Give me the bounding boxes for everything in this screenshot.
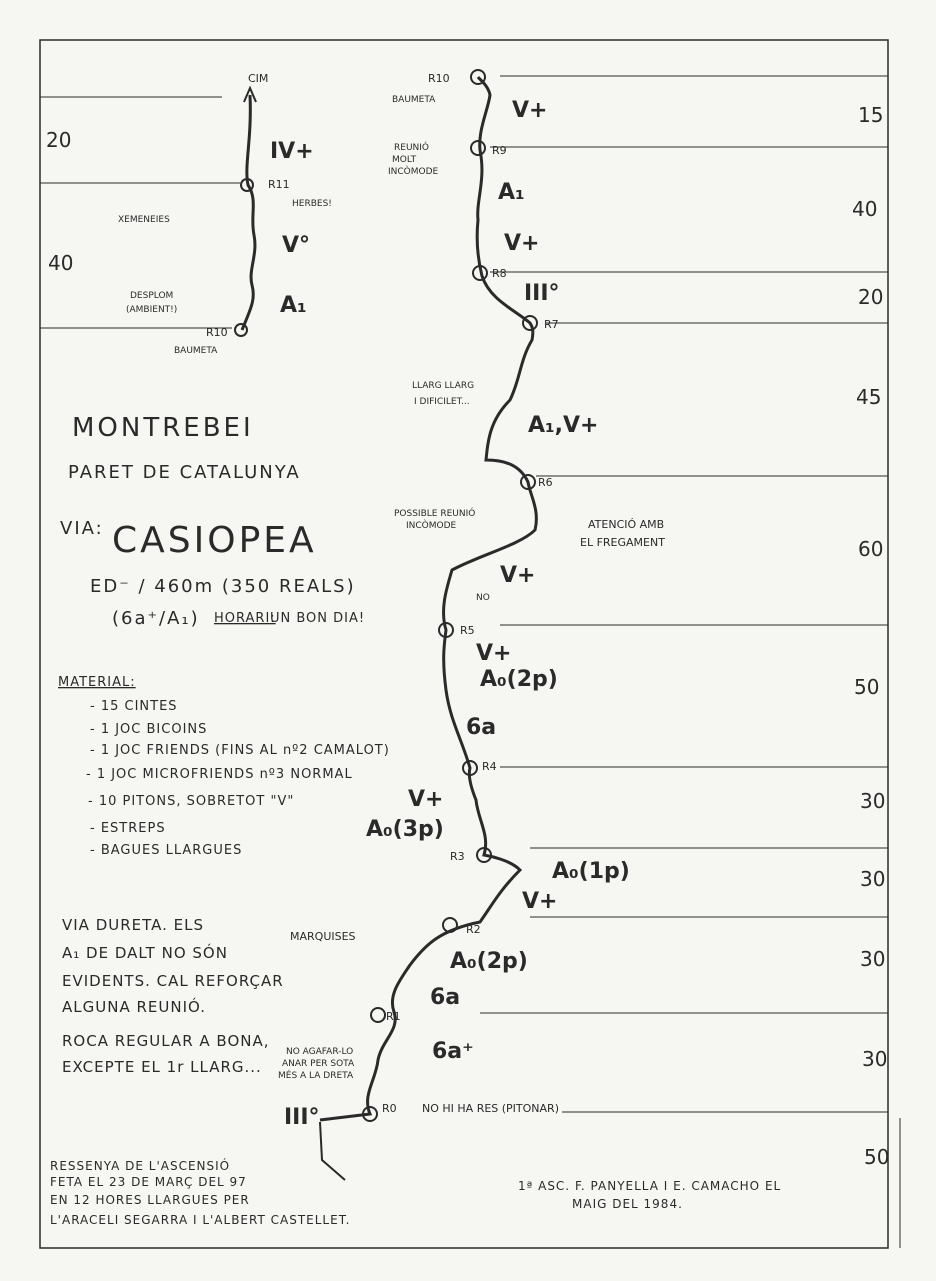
- inset-grade: IV+: [270, 139, 314, 164]
- note-line: ROCA REGULAR A BONA,: [62, 1032, 270, 1050]
- pitch-length: 50: [864, 1145, 890, 1169]
- annotation: NO HI HA RES (PITONAR): [422, 1102, 559, 1115]
- inset-grade: V°: [282, 233, 311, 258]
- annotation: MOLT: [392, 155, 417, 165]
- page-title: MONTREBEI: [72, 413, 254, 443]
- material-item: - 1 JOC MICROFRIENDS nº3 NORMAL: [86, 767, 353, 782]
- horari-label: HORARI:: [214, 611, 276, 626]
- material-item: - ESTREPS: [90, 821, 166, 836]
- inset-topo: [40, 72, 332, 356]
- annotation: NO: [476, 593, 490, 603]
- pitch-grade: 6a: [466, 715, 497, 740]
- belay-label: R4: [482, 760, 497, 773]
- pitch-length: 30: [862, 1047, 888, 1071]
- annotation: DESPLOM: [130, 291, 174, 301]
- inset-grade: A₁: [280, 293, 307, 318]
- pitch-grade: III°: [284, 1105, 320, 1130]
- belay-label: R1: [386, 1010, 401, 1023]
- annotation: ATENCIÓ AMB: [588, 518, 665, 531]
- material-item: - 1 JOC BICOINS: [90, 722, 208, 737]
- annotation: LLARG LLARG: [412, 381, 475, 391]
- pitch-grade: V+: [512, 98, 548, 123]
- approach-line: [320, 1122, 345, 1180]
- pitch-grade: A₀(2p): [480, 667, 558, 692]
- pitch-length: 30: [860, 789, 886, 813]
- first-ascent-line: MAIG DEL 1984.: [572, 1197, 683, 1211]
- pitch-grade: 6a⁺: [432, 1039, 474, 1064]
- belay-label: R6: [538, 476, 553, 489]
- belay-label: R3: [450, 850, 465, 863]
- review-line: EN 12 HORES LLARGUES PER: [50, 1193, 250, 1207]
- pitch-grade: V+: [408, 787, 444, 812]
- material-item: - BAGUES LLARGUES: [90, 843, 243, 858]
- annotation: REUNIÓ: [394, 143, 429, 153]
- pitch-length: 45: [856, 385, 882, 409]
- belay-icon: [371, 1008, 385, 1022]
- annotation: INCÒMODE: [388, 167, 439, 177]
- pitch-length: 30: [860, 867, 886, 891]
- note-line: EXCEPTE EL 1r LLARG...: [62, 1058, 262, 1076]
- pitch-length: 15: [858, 103, 884, 127]
- belay-label: R5: [460, 624, 475, 637]
- inset-route-line: [242, 95, 255, 330]
- review-line: FETA EL 23 DE MARÇ DEL 97: [50, 1175, 247, 1189]
- belay-label: R2: [466, 923, 481, 936]
- pitch-grade: V+: [504, 231, 540, 256]
- pitch-grade: A₀(1p): [552, 859, 630, 884]
- via-prefix: VIA:: [60, 518, 104, 539]
- annotation: BAUMETA: [392, 95, 436, 105]
- pitch-lines: [480, 76, 888, 1112]
- note-line: VIA DURETA. ELS: [62, 916, 205, 934]
- summit-label: CIM: [248, 72, 269, 85]
- pitch-grade: A₀(2p): [450, 949, 528, 974]
- pitch-grade: 6a: [430, 985, 461, 1010]
- page-subtitle: PARET DE CATALUNYA: [68, 462, 301, 483]
- belay-label: R0: [382, 1102, 397, 1115]
- annotation: ANAR PER SOTA: [282, 1059, 355, 1069]
- grade-line: ED⁻ / 460m (350 REALS): [90, 576, 356, 597]
- annotation: BAUMETA: [174, 346, 218, 356]
- annotation: I DIFICILET...: [414, 397, 470, 407]
- pitch-grade: V+: [500, 563, 536, 588]
- material-item: - 10 PITONS, SOBRETOT "V": [88, 794, 295, 809]
- annotation: XEMENEIES: [118, 215, 170, 225]
- annotation: INCÒMODE: [406, 521, 457, 531]
- material-heading: MATERIAL:: [58, 675, 136, 690]
- annotation: HERBES!: [292, 199, 332, 209]
- review-line: L'ARACELI SEGARRA I L'ALBERT CASTELLET.: [50, 1213, 351, 1227]
- pitch-grade: III°: [524, 281, 560, 306]
- belay-icon: [235, 324, 247, 336]
- pitch-length: 30: [860, 947, 886, 971]
- belay-label: R8: [492, 267, 507, 280]
- inset-length: 20: [46, 128, 72, 152]
- note-line: ALGUNA REUNIÓ.: [62, 998, 206, 1016]
- inset-length: 40: [48, 251, 74, 275]
- annotation: (AMBIENT!): [126, 305, 178, 315]
- material-item: - 1 JOC FRIENDS (FINS AL nº2 CAMALOT): [90, 743, 390, 758]
- annotation: MARQUISES: [290, 930, 356, 943]
- pitch-grade: A₁,V+: [528, 413, 599, 438]
- pitch-grade: A₀(3p): [366, 817, 444, 842]
- annotation: NO AGAFAR-LO: [286, 1047, 354, 1057]
- belay-label: R10: [428, 72, 450, 85]
- annotation: POSSIBLE REUNIÓ: [394, 509, 476, 519]
- pitch-length: 60: [858, 537, 884, 561]
- note-line: EVIDENTS. CAL REFORÇAR: [62, 972, 284, 990]
- note-line: A₁ DE DALT NO SÓN: [62, 944, 228, 962]
- first-ascent-line: 1ª ASC. F. PANYELLA I E. CAMACHO EL: [518, 1179, 782, 1193]
- review-line: RESSENYA DE L'ASCENSIÓ: [50, 1159, 231, 1173]
- pitch-length: 40: [852, 197, 878, 221]
- belay-label: R11: [268, 178, 290, 191]
- pitch-length: 20: [858, 285, 884, 309]
- pitch-grade: V+: [522, 889, 558, 914]
- route-name: CASIOPEA: [112, 520, 317, 561]
- pitch-length: 50: [854, 675, 880, 699]
- pitch-grade: A₁: [498, 180, 525, 205]
- belay-icon: [471, 141, 485, 155]
- grade-line-2: (6a⁺/A₁): [112, 608, 200, 629]
- material-item: - 15 CINTES: [90, 699, 178, 714]
- belay-label: R10: [206, 326, 228, 339]
- pitch-grade: V+: [476, 641, 512, 666]
- belay-label: R9: [492, 144, 507, 157]
- belay-label: R7: [544, 318, 559, 331]
- annotation: MÉS A LA DRETA: [278, 1071, 354, 1081]
- annotation: EL FREGAMENT: [580, 536, 665, 549]
- horari-value: UN BON DIA!: [270, 611, 366, 626]
